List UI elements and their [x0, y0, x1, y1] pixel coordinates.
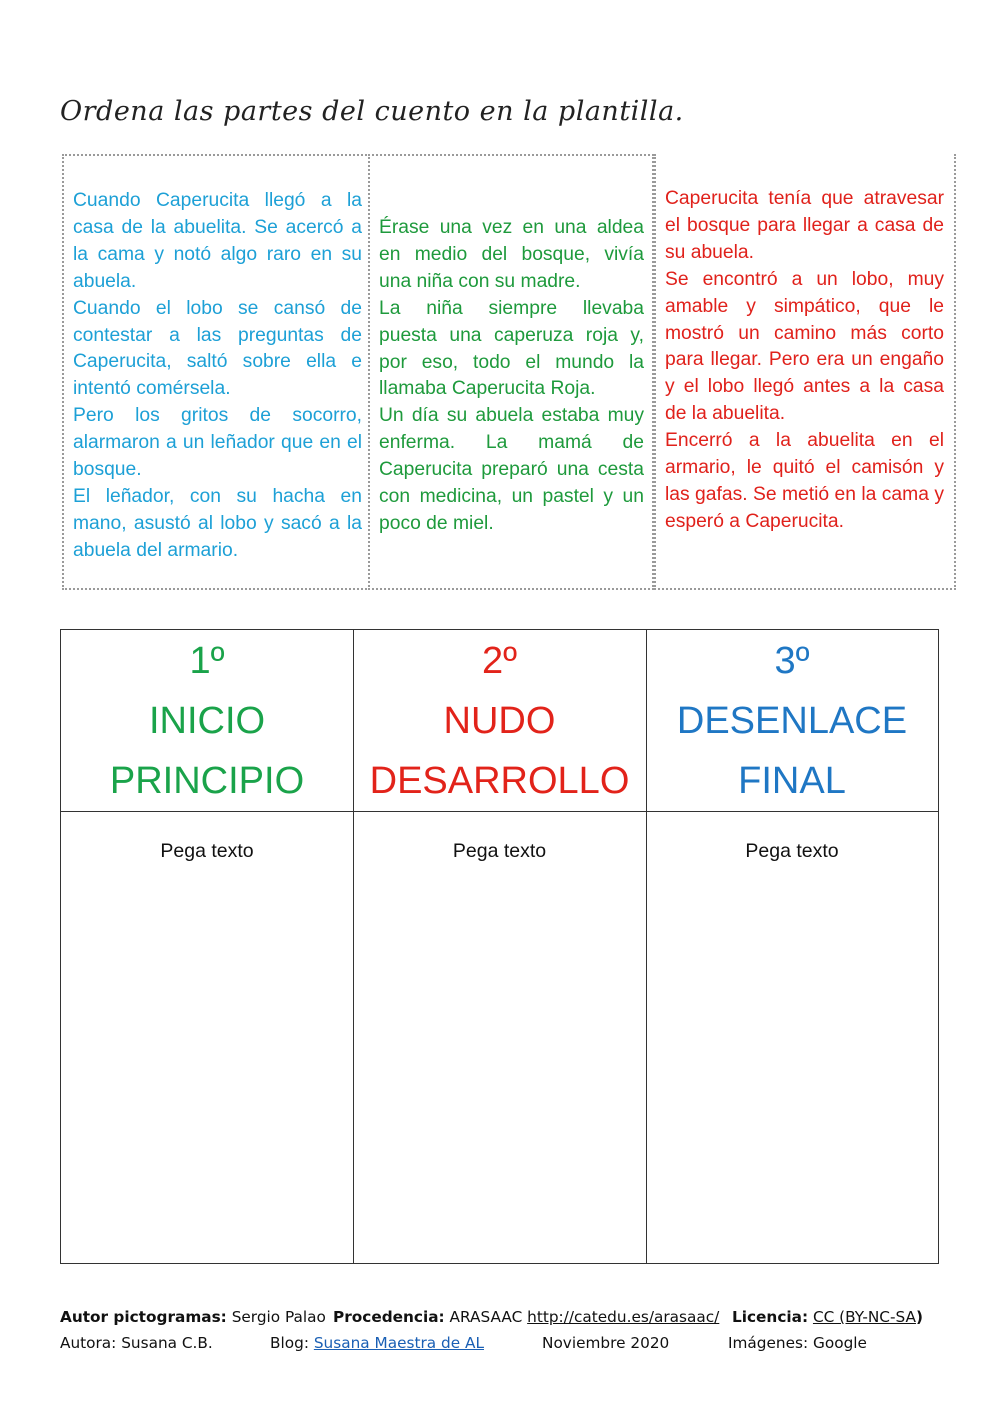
paste-label: Pega texto: [745, 840, 839, 862]
credit-value: ARASAAC: [449, 1308, 523, 1326]
credits-row-2: [60, 1334, 940, 1360]
strip-text: [379, 215, 644, 538]
credit-label: Licencia:: [732, 1308, 809, 1326]
strip-paragraph: Cuando Caperucita llegó a la casa de la abuelita. Se acercó a la cama y notó algo raro en su abuela.: [73, 190, 362, 292]
column-title: DESENLACE: [676, 700, 908, 742]
header-divider: [61, 811, 938, 812]
column-title: NUDO: [443, 700, 556, 742]
column-subtitle: FINAL: [738, 760, 846, 802]
strip-paragraph: La niña siempre llevaba puesta una caperuza roja y, por eso, todo el mundo la llamaba Caperucita Roja.: [379, 297, 644, 400]
source-link[interactable]: http://catedu.es/arasaac/: [527, 1308, 720, 1326]
column-header-nudo: [353, 630, 646, 811]
strip-paragraph: El leñador, con su hacha en mano, asustó al lobo y sacó a la abuela del armario.: [73, 485, 362, 561]
strip-paragraph: Un día su abuela estaba muy enferma. La mamá de Caperucita preparó una cesta con medicina, un pastel y un poco de miel.: [379, 405, 644, 534]
strip-paragraph: Cuando el lobo se cansó de contestar a las preguntas de Caperucita, saltó sobre ella e intentó comérsela.: [73, 297, 362, 400]
credit-pictograms: [60, 1308, 326, 1326]
column-header-inicio: [61, 630, 353, 811]
credit-value: Sergio Palao: [231, 1308, 326, 1326]
column-subtitle: DESARROLLO: [369, 760, 630, 802]
paste-area-inicio[interactable]: [61, 840, 353, 863]
license-close: ): [915, 1308, 923, 1326]
credits-row-1: [60, 1308, 940, 1334]
column-number: 3º: [774, 640, 810, 682]
blog-link[interactable]: Susana Maestra de AL: [313, 1334, 484, 1352]
strip-text: [665, 186, 944, 536]
credit-label: Autor pictogramas:: [60, 1308, 227, 1326]
strip-paragraph: Pero los gritos de socorro, alarmaron a un leñador que en el bosque.: [73, 405, 362, 481]
credit-images: Imágenes: Google: [728, 1334, 867, 1352]
column-number: 2º: [481, 640, 517, 682]
strip-paragraph: Encerró a la abuelita en el armario, le quitó el camisón y las gafas. Se metió en la cama y esperó a Caperucita.: [665, 430, 944, 532]
paste-label: Pega texto: [160, 840, 254, 862]
paste-area-nudo[interactable]: [353, 840, 646, 863]
story-strip-red[interactable]: [654, 154, 956, 590]
column-subtitle: PRINCIPIO: [109, 760, 305, 802]
strip-paragraph: Érase una vez en una aldea en medio del bosque, vivía una niña con su madre.: [379, 217, 644, 292]
column-title: INICIO: [148, 700, 266, 742]
story-template-table: [60, 629, 939, 1264]
credit-label: Procedencia:: [333, 1308, 445, 1326]
instruction-title: Ordena las partes del cuento en la plantilla.: [60, 96, 684, 127]
strip-paragraph: Se encontró a un lobo, muy amable y simpático, que le mostró un camino más corto para llegar. Pero era un engaño y el lobo llegó antes a la casa de la abuelita.: [665, 268, 944, 425]
credit-label: Blog:: [270, 1334, 309, 1352]
strip-text: [73, 188, 362, 565]
credit-license: [732, 1308, 923, 1326]
story-strip-blue[interactable]: [62, 154, 370, 590]
credit-authoress: Autora: Susana C.B.: [60, 1334, 213, 1352]
credit-blog: [270, 1334, 484, 1352]
strip-paragraph: Caperucita tenía que atravesar el bosque para llegar a casa de su abuela.: [665, 188, 944, 263]
column-number: 1º: [189, 640, 225, 682]
credit-date: Noviembre 2020: [542, 1334, 670, 1352]
story-strips: [62, 154, 956, 590]
paste-label: Pega texto: [452, 840, 547, 862]
credits-footer: [60, 1308, 940, 1360]
credit-source: [333, 1308, 719, 1326]
license-link[interactable]: CC (BY-NC-SA: [812, 1308, 916, 1326]
paste-area-desenlace[interactable]: [646, 840, 938, 863]
story-strip-green[interactable]: [368, 154, 654, 590]
column-header-desenlace: [646, 630, 938, 811]
